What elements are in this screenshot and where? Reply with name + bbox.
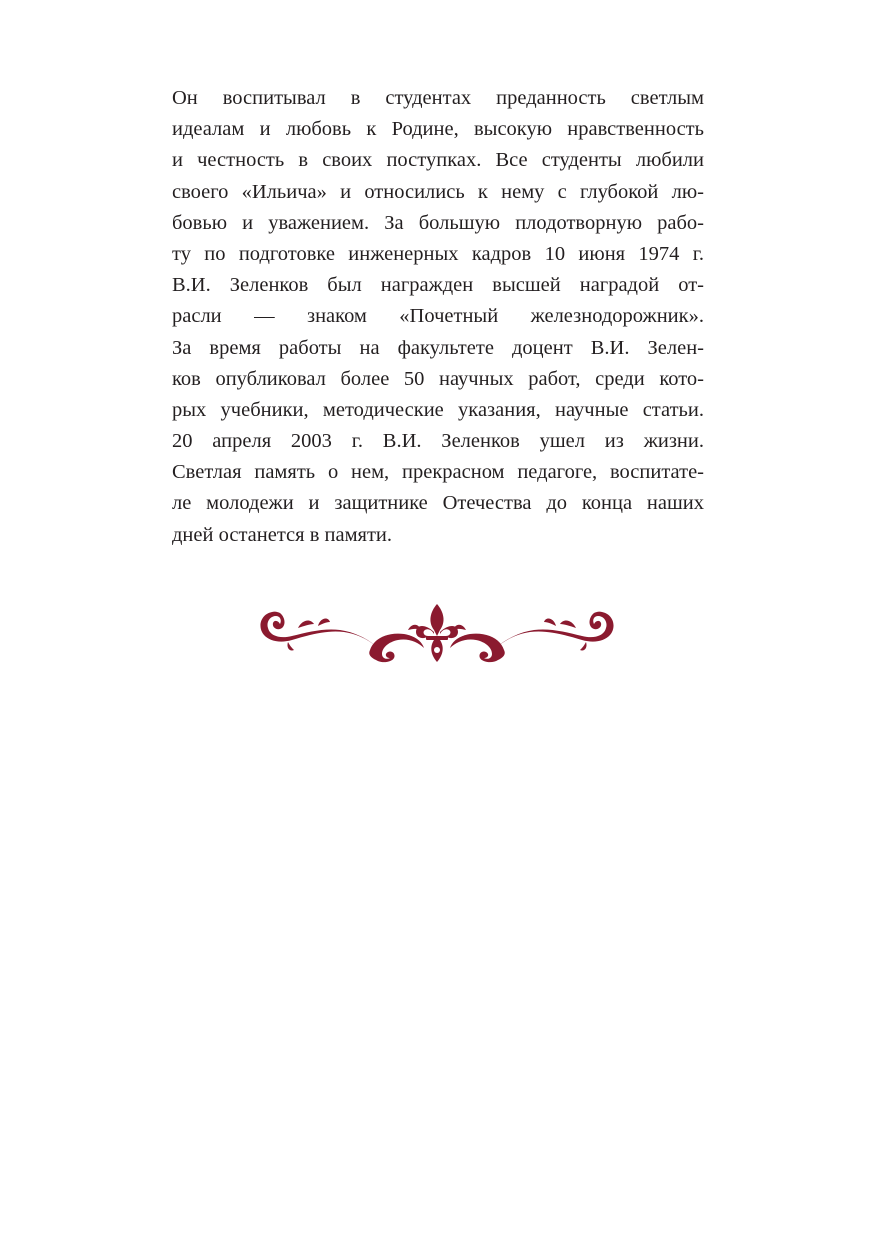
text-line-5: бовью и уважением. За большую плодотворную рабо- [172,211,704,234]
text-line-4: своего «Ильича» и относились к нему с глубокой лю- [172,180,704,203]
text-line-10: ков опубликовал более 50 научных работ, среди кото- [172,367,704,390]
text-line-14: ле молодежи и защитнике Отечества до конца наших [172,492,704,515]
text-line-1: Он воспитывал в студентах преданность светлым [172,87,704,109]
text-line-15: дней останется в памяти. [172,523,393,546]
text-line-11: рых учебники, методические указания, научные статьи. [172,398,704,421]
text-line-9: За время работы на факультете доцент В.И. Зелен- [172,336,704,359]
fleur-de-lis-scroll-divider-icon [258,602,616,664]
text-line-3: и честность в своих поступках. Все студенты любили [172,149,704,172]
text-line-8: расли — знаком «Почетный железнодорожник». [172,305,704,328]
text-line-2: идеалам и любовь к Родине, высокую нравственность [172,118,704,141]
text-line-6: ту по подготовке инженерных кадров 10 июня 1974 г. [172,242,704,265]
text-line-12: 20 апреля 2003 г. В.И. Зеленков ушел из жизни. [172,430,704,453]
text-line-13: Светлая память о нем, прекрасном педагоге, воспитате- [172,461,704,484]
body-paragraph [172,83,704,551]
text-line-7: В.И. Зеленков был награжден высшей наградой от- [172,274,704,297]
